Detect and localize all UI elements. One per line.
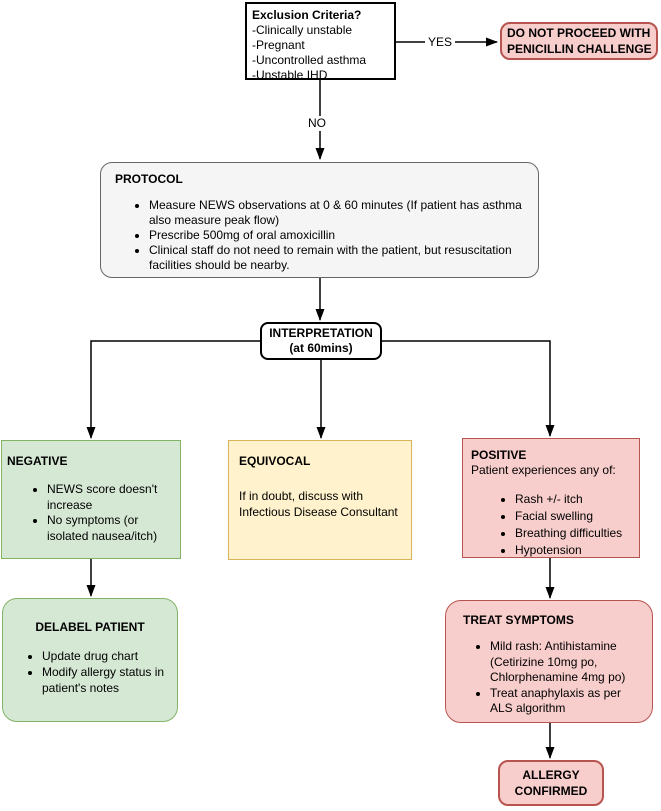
allergy-confirmed-box — [498, 760, 604, 806]
equivocal-title: EQUIVOCAL — [239, 454, 311, 468]
positive-bullet: • Facial swelling — [515, 508, 633, 525]
positive-subtitle: Patient experiences any of: — [471, 463, 616, 477]
positive-title: POSITIVE — [471, 448, 527, 462]
allergy-confirmed-text: ALLERGY CONFIRMED — [514, 768, 588, 798]
negative-outcome-box — [1, 440, 181, 559]
treat-symptoms-bullet: • Mild rash: Antihistamine (Cetirizine 10mg po, Chlorphenamine 4mg po) — [490, 639, 644, 686]
positive-bullet-list — [471, 491, 633, 559]
delabel-bullet-list — [9, 648, 171, 696]
negative-bullet: • NEWS score doesn't increase — [47, 482, 176, 513]
protocol-bullet: • Clinical staff do not need to remain with the patient, but resuscitation facilities should be nearby. — [149, 243, 524, 273]
treat-symptoms-box — [445, 600, 653, 723]
yes-edge-label: YES — [425, 35, 455, 50]
protocol-box — [100, 162, 539, 278]
protocol-bullet-list — [115, 198, 524, 273]
treat-symptoms-bullet: • Treat anaphylaxis as per ALS algorithm — [490, 686, 644, 717]
do-not-proceed-box — [500, 22, 658, 60]
exclusion-item: -Unstable IHD — [252, 68, 328, 82]
delabel-patient-box — [2, 598, 178, 722]
treat-symptoms-title: TREAT SYMPTOMS — [463, 613, 574, 627]
exclusion-item: -Uncontrolled asthma — [252, 53, 367, 67]
exclusion-item: -Pregnant — [252, 38, 305, 52]
positive-bullet: • Hypotension — [515, 542, 633, 559]
arrow-interpretation-negative — [91, 341, 260, 438]
protocol-title: PROTOCOL — [115, 172, 183, 186]
positive-outcome-box — [462, 438, 640, 558]
delabel-bullet: • Update drug chart — [42, 648, 171, 664]
arrow-interpretation-positive — [382, 341, 550, 436]
delabel-title: DELABEL PATIENT — [35, 620, 145, 634]
protocol-bullet: • Prescribe 500mg of oral amoxicillin — [149, 228, 524, 243]
exclusion-item: -Clinically unstable — [252, 23, 353, 37]
no-edge-label: NO — [304, 116, 330, 131]
delabel-bullet: • Modify allergy status in patient's notes — [42, 664, 171, 696]
interpretation-title: INTERPRETATION — [269, 326, 373, 340]
interpretation-box — [260, 322, 382, 360]
positive-bullet: • Rash +/- itch — [515, 491, 633, 508]
negative-title: NEGATIVE — [7, 454, 68, 468]
equivocal-text: If in doubt, discuss with Infectious Disease Consultant — [239, 489, 398, 519]
negative-bullet: • No symptoms (or isolated nausea/itch) — [47, 513, 176, 544]
exclusion-criteria-title: Exclusion Criteria? — [252, 8, 362, 22]
exclusion-criteria-box — [245, 2, 396, 80]
equivocal-outcome-box — [228, 440, 412, 560]
positive-bullet: • Breathing difficulties — [515, 525, 633, 542]
protocol-bullet: • Measure NEWS observations at 0 & 60 minutes (If patient has asthma also measure peak flow) — [149, 198, 524, 228]
treat-symptoms-bullet-list — [458, 639, 644, 717]
interpretation-subtitle: (at 60mins) — [289, 341, 353, 355]
do-not-proceed-text: DO NOT PROCEED WITH PENICILLIN CHALLENGE — [507, 26, 652, 56]
negative-bullet-list — [7, 482, 176, 544]
